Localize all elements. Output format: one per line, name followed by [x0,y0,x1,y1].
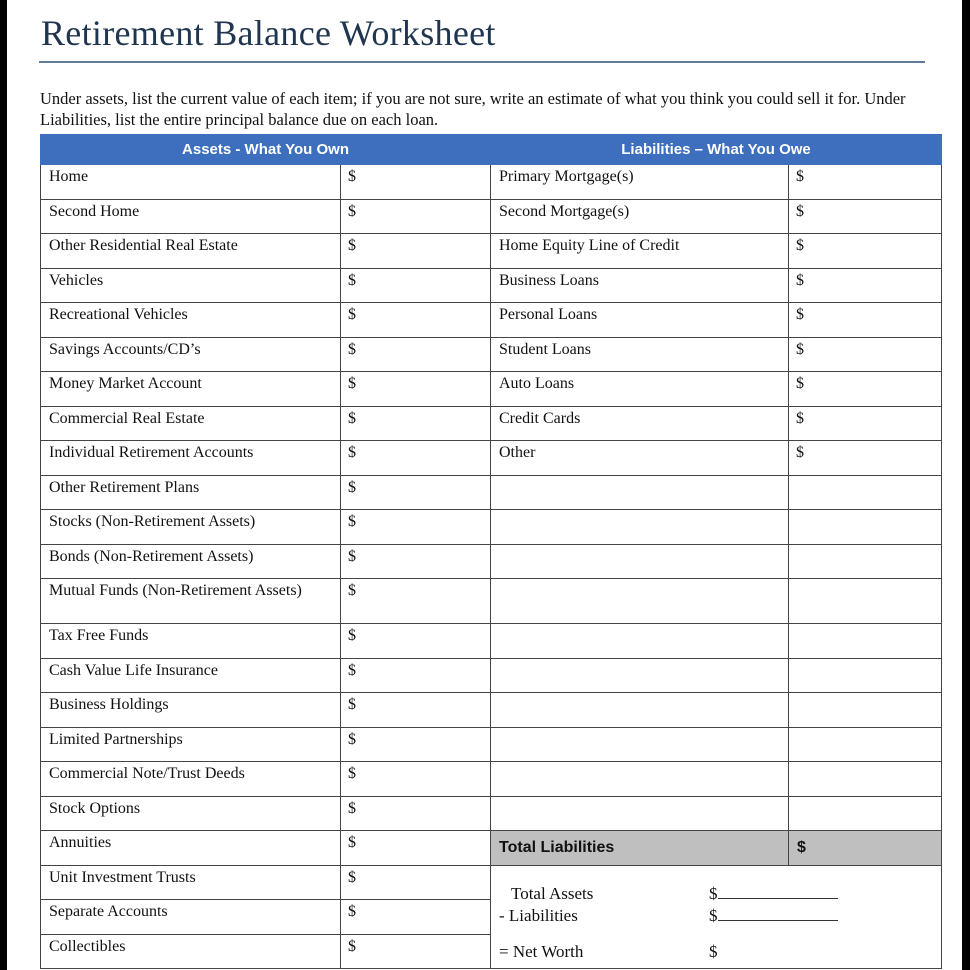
table-row [41,337,942,372]
empty-liability-value[interactable] [789,475,942,510]
asset-value-field[interactable]: $ [341,865,491,900]
asset-label: Other Residential Real Estate [41,234,341,269]
asset-label: Business Holdings [41,693,341,728]
liabilities-label: - Liabilities [499,905,578,925]
table-row [41,165,942,200]
table-row [41,510,942,545]
currency-sign: $ [709,883,718,903]
total-assets-label: Total Assets [511,883,594,903]
empty-liability-label [491,544,789,579]
currency-sign: $ [709,941,718,961]
asset-label: Mutual Funds (Non-Retirement Assets) [41,579,341,624]
table-row [41,199,942,234]
liabilities-header: Liabilities – What You Owe [491,135,942,165]
asset-value-field[interactable]: $ [341,268,491,303]
liability-value-field[interactable]: $ [789,234,942,269]
asset-value-field[interactable]: $ [341,796,491,831]
asset-label: Commercial Note/Trust Deeds [41,762,341,797]
table-row [41,406,942,441]
empty-liability-value[interactable] [789,579,942,624]
empty-liability-value[interactable] [789,727,942,762]
table-row [41,372,942,407]
asset-value-field[interactable]: $ [341,475,491,510]
scan-edge-right [962,0,970,970]
total-assets-value-field[interactable] [709,884,838,903]
empty-liability-value[interactable] [789,624,942,659]
asset-value-field[interactable]: $ [341,934,491,969]
table-row [41,234,942,269]
asset-label: Tax Free Funds [41,624,341,659]
empty-liability-label [491,579,789,624]
empty-liability-label [491,762,789,797]
total-liabilities-label: Total Liabilities [491,831,789,866]
net-worth-label: = Net Worth [499,941,584,961]
asset-value-field[interactable]: $ [341,693,491,728]
asset-label: Separate Accounts [41,900,341,935]
table-row [41,441,942,476]
asset-value-field[interactable]: $ [341,544,491,579]
asset-label: Vehicles [41,268,341,303]
asset-value-field[interactable]: $ [341,762,491,797]
asset-label: Collectibles [41,934,341,969]
table-row [41,475,942,510]
asset-value-field[interactable]: $ [341,199,491,234]
asset-label: Recreational Vehicles [41,303,341,338]
table-header-row [41,135,942,165]
table-row [41,693,942,728]
asset-label: Stock Options [41,796,341,831]
empty-liability-value[interactable] [789,796,942,831]
asset-label: Unit Investment Trusts [41,865,341,900]
total-liabilities-value-field[interactable]: $ [789,831,942,866]
asset-label: Savings Accounts/CD’s [41,337,341,372]
net-worth-summary [491,865,942,969]
liability-value-field[interactable]: $ [789,372,942,407]
empty-liability-label [491,624,789,659]
asset-label: Individual Retirement Accounts [41,441,341,476]
instructions: Under assets, list the current value of each item; if you are not sure, write an estimate of what you think you could sell it for. Under Liabilities, list the entire principal balance due on each loan. [40,89,906,129]
liability-label: Credit Cards [491,406,789,441]
empty-liability-value[interactable] [789,762,942,797]
blank-line [718,906,838,921]
liability-value-field[interactable]: $ [789,406,942,441]
asset-label: Limited Partnerships [41,727,341,762]
asset-value-field[interactable]: $ [341,727,491,762]
empty-liability-label [491,475,789,510]
asset-label: Second Home [41,199,341,234]
asset-value-field[interactable]: $ [341,579,491,624]
asset-value-field[interactable]: $ [341,303,491,338]
empty-liability-value[interactable] [789,544,942,579]
asset-value-field[interactable]: $ [341,831,491,866]
asset-value-field[interactable]: $ [341,624,491,659]
table-row [41,303,942,338]
asset-value-field[interactable]: $ [341,337,491,372]
empty-liability-label [491,510,789,545]
table-row [41,579,942,624]
table-row [41,658,942,693]
asset-label: Stocks (Non-Retirement Assets) [41,510,341,545]
empty-liability-value[interactable] [789,658,942,693]
asset-label: Commercial Real Estate [41,406,341,441]
liability-label: Student Loans [491,337,789,372]
liability-label: Auto Loans [491,372,789,407]
blank-line [718,884,838,899]
scan-edge-left [0,0,7,970]
liability-label: Other [491,441,789,476]
asset-value-field[interactable]: $ [341,441,491,476]
empty-liability-label [491,693,789,728]
liability-label: Home Equity Line of Credit [491,234,789,269]
asset-label: Bonds (Non-Retirement Assets) [41,544,341,579]
liability-value-field[interactable]: $ [789,199,942,234]
table-row [41,762,942,797]
liability-label: Personal Loans [491,303,789,338]
net-worth-value-field[interactable] [709,942,718,961]
title-divider [39,61,925,63]
empty-liability-label [491,658,789,693]
table-row [41,268,942,303]
empty-liability-label [491,796,789,831]
empty-liability-value[interactable] [789,510,942,545]
assets-header: Assets - What You Own [41,135,491,165]
asset-value-field[interactable]: $ [341,372,491,407]
liability-value-field[interactable]: $ [789,165,942,200]
asset-label: Other Retirement Plans [41,475,341,510]
liability-value-field[interactable]: $ [789,268,942,303]
empty-liability-value[interactable] [789,693,942,728]
table-row [41,727,942,762]
asset-value-field[interactable]: $ [341,900,491,935]
asset-label: Cash Value Life Insurance [41,658,341,693]
asset-value-field[interactable]: $ [341,234,491,269]
liability-label: Primary Mortgage(s) [491,165,789,200]
liability-label: Business Loans [491,268,789,303]
liability-value-field[interactable]: $ [789,441,942,476]
liabilities-value-field[interactable] [709,906,838,925]
asset-value-field[interactable]: $ [341,165,491,200]
currency-sign: $ [709,905,718,925]
liability-value-field[interactable]: $ [789,337,942,372]
table-row [41,624,942,659]
page-title: Retirement Balance Worksheet [41,13,496,53]
table-row [41,865,942,900]
liability-label: Second Mortgage(s) [491,199,789,234]
liability-value-field[interactable]: $ [789,303,942,338]
asset-value-field[interactable]: $ [341,510,491,545]
asset-label: Money Market Account [41,372,341,407]
asset-value-field[interactable]: $ [341,658,491,693]
table-row [41,796,942,831]
empty-liability-label [491,727,789,762]
table-row [41,831,942,866]
asset-label: Annuities [41,831,341,866]
table-row [41,544,942,579]
worksheet-table [40,134,942,969]
asset-value-field[interactable]: $ [341,406,491,441]
asset-label: Home [41,165,341,200]
